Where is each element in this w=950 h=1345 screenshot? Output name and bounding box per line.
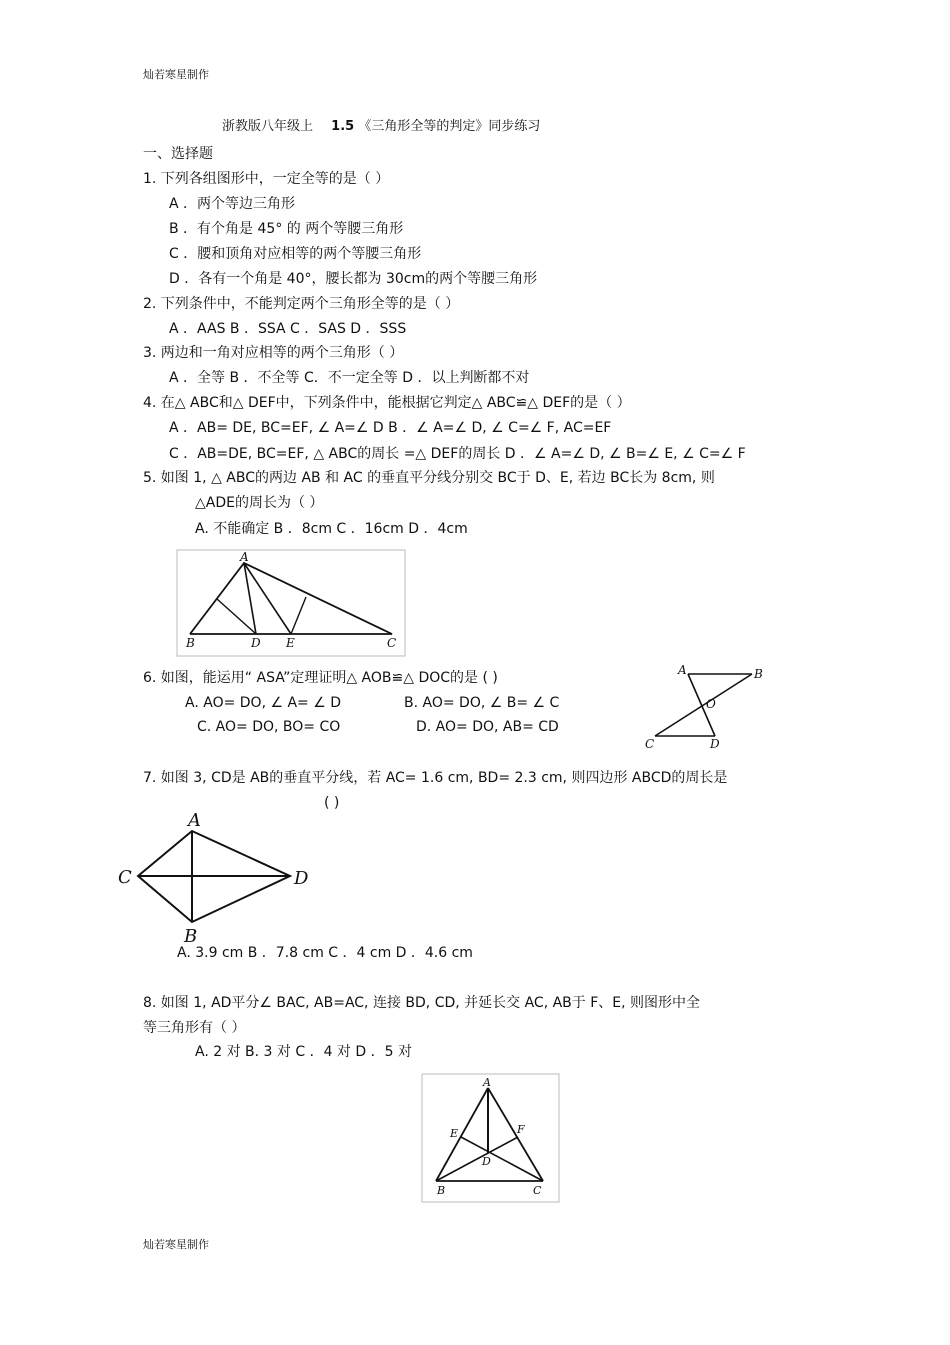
title-prefix: 浙教版八年级上 — [222, 119, 314, 134]
q5-label-c: C — [387, 636, 397, 650]
q5-label-b: B — [186, 636, 195, 650]
q2-stem: 2. 下列条件中，不能判定两个三角形全等的是（ ） — [143, 296, 460, 312]
q5-stem-line1: 5. 如图 1, △ ABC的两边 AB 和 AC 的垂直平分线分别交 BC于 D、E, 若边 BC长为 8cm, 则 — [143, 470, 715, 486]
q4-options-cd: C ．AB=DE, BC=EF, △ ABC的周长 =△ DEF的周长 D ．∠ A=∠ D, ∠ B=∠ E, ∠ C=∠ F — [169, 446, 746, 462]
q3-stem: 3. 两边和一角对应相等的两个三角形（ ） — [143, 345, 404, 361]
q8-stem-line1: 8. 如图 1, AD平分∠ BAC, AB=AC, 连接 BD, CD, 并延长交 AC, AB于 F、E, 则图形中全 — [143, 995, 701, 1011]
q6-stem: 6. 如图，能运用“ ASA”定理证明△ AOB≌△ DOC的是 ( ) — [143, 670, 498, 686]
q8-label-e: E — [450, 1127, 459, 1140]
q6-label-b: B — [754, 667, 763, 681]
q6-label-c: C — [645, 737, 655, 751]
q4-options-ab: A ．AB= DE, BC=EF, ∠ A=∠ D B ．∠ A=∠ D, ∠ C=∠ F, AC=EF — [169, 420, 612, 436]
q7-label-c: C — [118, 867, 132, 888]
q7-label-d: D — [294, 868, 309, 889]
title-name: 《三角形全等的判定》同步练习 — [358, 119, 541, 134]
q8-label-b: B — [437, 1184, 446, 1197]
q8-figure — [421, 1073, 561, 1203]
q8-stem-line2: 等三角形有（ ） — [143, 1020, 246, 1036]
q8-options: A. 2 对 B. 3 对 C ．4 对 D ．5 对 — [195, 1044, 412, 1060]
q1-option-c: C ．腰和顶角对应相等的两个等腰三角形 — [169, 246, 422, 262]
q8-label-f: F — [517, 1123, 525, 1136]
q6-option-d: D. AO= DO, AB= CD — [416, 719, 559, 735]
q8-label-a: A — [483, 1076, 491, 1089]
q5-label-e: E — [286, 636, 295, 650]
q5-options: A. 不能确定 B ．8cm C ．16cm D ．4cm — [195, 521, 468, 537]
q7-label-b: B — [184, 926, 198, 946]
q7-stem-line1: 7. 如图 3, CD是 AB的垂直平分线，若 AC= 1.6 cm, BD= 2.3 cm, 则四边形 ABCD的周长是 — [143, 770, 728, 786]
q7-options: A. 3.9 cm B ．7.8 cm C ．4 cm D ．4.6 cm — [177, 945, 473, 961]
q5-figure — [176, 549, 406, 657]
q6-option-a: A. AO= DO, ∠ A= ∠ D — [185, 695, 342, 711]
q6-label-o: O — [706, 697, 716, 711]
q6-option-b: B. AO= DO, ∠ B= ∠ C — [404, 695, 560, 711]
q7-label-a: A — [188, 810, 201, 831]
q5-label-d: D — [251, 636, 261, 650]
q8-label-c: C — [533, 1184, 542, 1197]
q4-stem: 4. 在△ ABC和△ DEF中，下列条件中，能根据它判定△ ABC≌△ DEF的是（ ） — [143, 395, 631, 411]
q2-options: A ．AAS B ．SSA C ．SAS D ．SSS — [169, 321, 407, 337]
q3-options: A ．全等 B ．不全等 C．不一定全等 D ．以上判断都不对 — [169, 370, 530, 386]
q1-stem: 1. 下列各组图形中，一定全等的是（ ） — [143, 171, 390, 187]
q6-label-d: D — [710, 737, 720, 751]
page-footer: 灿若寒星制作 — [143, 1238, 209, 1251]
section-heading: 一、选择题 — [143, 146, 213, 162]
q6-figure — [640, 660, 770, 755]
q1-option-b: B ．有个角是 45° 的 两个等腰三角形 — [169, 221, 404, 237]
q7-stem-line2: ( ) — [324, 795, 340, 811]
page-header: 灿若寒星制作 — [143, 68, 209, 81]
title-section-number: 1.5 — [331, 119, 355, 134]
q8-label-d: D — [482, 1155, 491, 1168]
document-title — [222, 118, 540, 136]
q5-label-a: A — [240, 550, 249, 564]
q7-figure — [112, 806, 322, 946]
q5-stem-line2: △ADE的周长为（ ） — [195, 495, 324, 511]
q1-option-a: A ．两个等边三角形 — [169, 196, 296, 212]
q1-option-d: D ．各有一个角是 40°，腰长都为 30cm的两个等腰三角形 — [169, 271, 538, 287]
q6-option-c: C. AO= DO, BO= CO — [197, 719, 341, 735]
q6-label-a: A — [678, 663, 687, 677]
